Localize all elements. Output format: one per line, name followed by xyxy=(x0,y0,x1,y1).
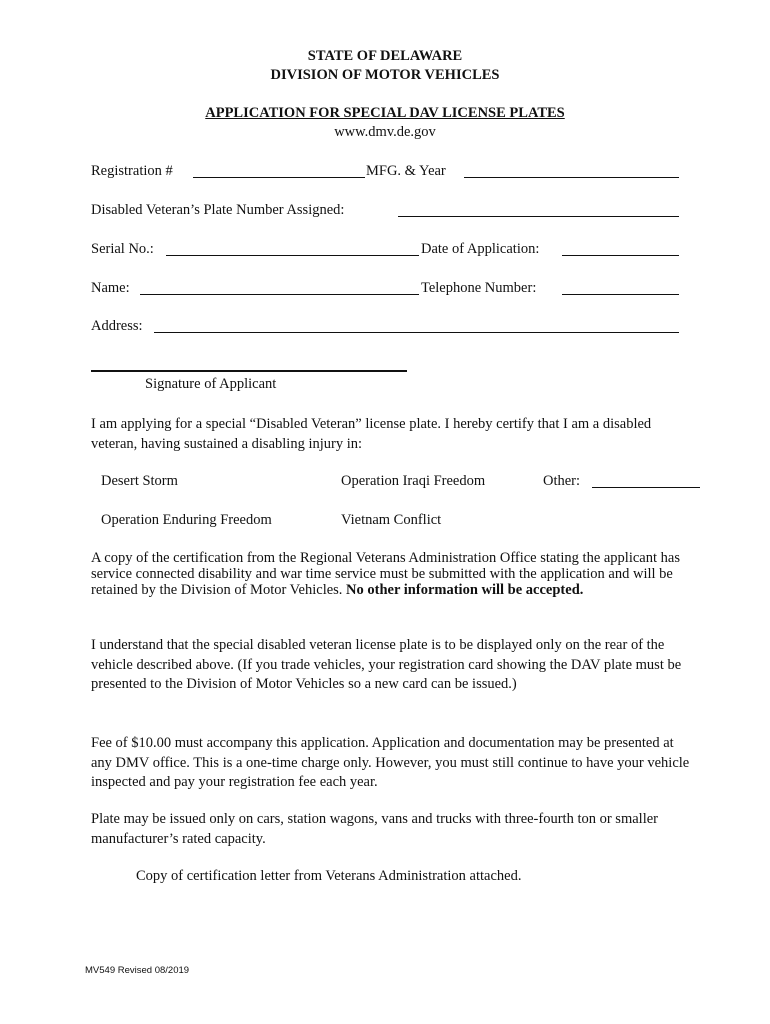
conflict-other-label: Other: xyxy=(543,473,581,489)
conflict-enduring-freedom: Operation Enduring Freedom xyxy=(101,512,272,528)
certification-text: A copy of the certification from the Regional Veterans Administration Office stating the applicant has service connected disability and war time service must be submitted with the application and will be retained by the Division of Motor Vehicles. xyxy=(91,550,680,598)
attached-statement: Copy of certification letter from Veterans Administration attached. xyxy=(136,868,522,884)
name-label: Name: xyxy=(91,280,130,296)
plate-number-label: Disabled Veteran’s Plate Number Assigned: xyxy=(91,202,345,218)
serial-field[interactable] xyxy=(166,255,419,256)
telephone-label: Telephone Number: xyxy=(421,280,537,296)
serial-label: Serial No.: xyxy=(91,241,154,257)
state-heading: STATE OF DELAWARE xyxy=(307,48,463,64)
registration-label: Registration # xyxy=(91,163,173,179)
plate-paragraph: Plate may be issued only on cars, station wagons, vans and trucks with three-fourth ton or smaller manufacturer’s rated capacity. xyxy=(91,811,658,847)
fee-paragraph: Fee of $10.00 must accompany this application. Application and documentation may be presented at any DMV office. This is a one-time charge only. However, you must still continue to have your vehicle inspected and pay your registration fee each year. xyxy=(91,735,690,790)
address-label: Address: xyxy=(91,318,143,334)
conflict-other-field[interactable] xyxy=(592,487,700,488)
form-title: APPLICATION FOR SPECIAL DAV LICENSE PLATES xyxy=(205,105,565,121)
telephone-field[interactable] xyxy=(562,294,679,295)
signature-label: Signature of Applicant xyxy=(145,376,277,392)
conflict-vietnam: Vietnam Conflict xyxy=(341,512,442,528)
display-paragraph: I understand that the special disabled veteran license plate is to be displayed only on the rear of the vehicle described above. (If you trade vehicles, your registration card showing the DAV plate must be presented to the Division of Motor Vehicles so a new card can be issued.) xyxy=(91,637,682,692)
date-of-application-label: Date of Application: xyxy=(421,241,540,257)
certify-paragraph: I am applying for a special “Disabled Veteran” license plate. I hereby certify that I am a disabled veteran, having sustained a disabling injury in: xyxy=(91,416,652,452)
name-field[interactable] xyxy=(140,294,419,295)
website-text: www.dmv.de.gov xyxy=(334,124,436,140)
signature-line[interactable] xyxy=(91,370,407,372)
registration-field[interactable] xyxy=(193,177,365,178)
date-of-application-field[interactable] xyxy=(562,255,679,256)
address-field[interactable] xyxy=(154,332,679,333)
certification-warning: No other information will be accepted. xyxy=(346,582,584,598)
form-revision-footer: MV549 Revised 08/2019 xyxy=(85,965,190,976)
conflict-desert-storm: Desert Storm xyxy=(101,473,178,489)
mfg-year-field[interactable] xyxy=(464,177,679,178)
certification-paragraph xyxy=(91,550,693,598)
mfg-year-label: MFG. & Year xyxy=(366,163,446,179)
conflict-iraqi-freedom: Operation Iraqi Freedom xyxy=(341,473,486,489)
plate-number-field[interactable] xyxy=(398,216,679,217)
division-heading: DIVISION OF MOTOR VEHICLES xyxy=(270,67,500,83)
